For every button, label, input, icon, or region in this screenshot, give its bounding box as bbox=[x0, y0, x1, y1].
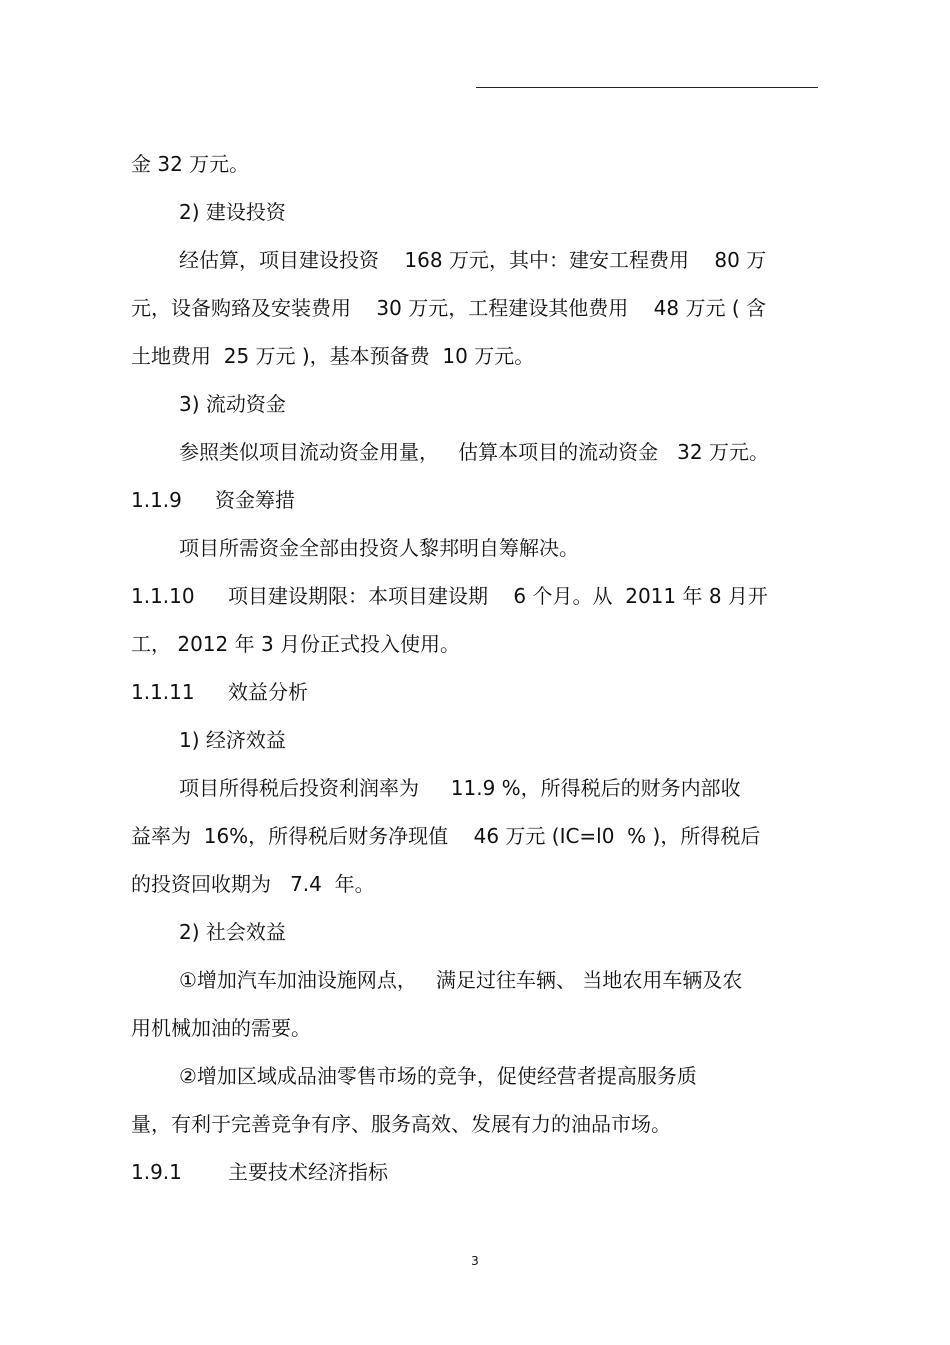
body-line: 益率为 16%，所得税后财务净现值 46 万元 (IC=l0 % )，所得税后 bbox=[131, 824, 761, 848]
body-line: 参照类似项目流动资金用量， 估算本项目的流动资金 32 万元。 bbox=[179, 440, 769, 464]
subheading-working-capital: 3) 流动资金 bbox=[179, 392, 286, 416]
body-line: 项目所得税后投资利润率为 11.9 %，所得税后的财务内部收 bbox=[179, 776, 741, 800]
body-line: ②增加区域成品油零售市场的竞争，促使经营者提高服务质 bbox=[179, 1064, 697, 1088]
body-line: 经估算，项目建设投资 168 万元，其中：建安工程费用 80 万 bbox=[179, 248, 767, 272]
section-number: 1.1.11 bbox=[131, 680, 195, 704]
body-line: 金 32 万元。 bbox=[131, 152, 250, 176]
body-line: ①增加汽车加油设施网点， 满足过往车辆、 当地农用车辆及农 bbox=[179, 968, 743, 992]
header-rule bbox=[476, 87, 818, 88]
section-title: 资金筹措 bbox=[215, 488, 295, 512]
subheading-economic-benefit: 1) 经济效益 bbox=[179, 728, 286, 752]
section-title: 项目建设期限：本项目建设期 6 个月。从 2011 年 8 月开 bbox=[228, 584, 768, 608]
section-number: 1.1.9 bbox=[131, 488, 182, 512]
body-line: 项目所需资金全部由投资人黎邦明自筹解决。 bbox=[179, 536, 579, 560]
page-number: 3 bbox=[471, 1254, 479, 1268]
body-line: 工， 2012 年 3 月份正式投入使用。 bbox=[131, 632, 461, 656]
body-line: 的投资回收期为 7.4 年。 bbox=[131, 872, 375, 896]
section-title: 主要技术经济指标 bbox=[228, 1160, 388, 1184]
section-number: 1.1.10 bbox=[131, 584, 195, 608]
section-title: 效益分析 bbox=[228, 680, 308, 704]
section-number: 1.9.1 bbox=[131, 1160, 182, 1184]
body-line: 元，设备购臵及安装费用 30 万元，工程建设其他费用 48 万元 ( 含 bbox=[131, 296, 766, 320]
body-line: 用机械加油的需要。 bbox=[131, 1016, 311, 1040]
body-line: 量，有利于完善竞争有序、服务高效、发展有力的油品市场。 bbox=[131, 1112, 671, 1136]
subheading-construction-investment: 2) 建设投资 bbox=[179, 200, 286, 224]
subheading-social-benefit: 2) 社会效益 bbox=[179, 920, 286, 944]
body-line: 土地费用 25 万元 )，基本预备费 10 万元。 bbox=[131, 344, 535, 368]
